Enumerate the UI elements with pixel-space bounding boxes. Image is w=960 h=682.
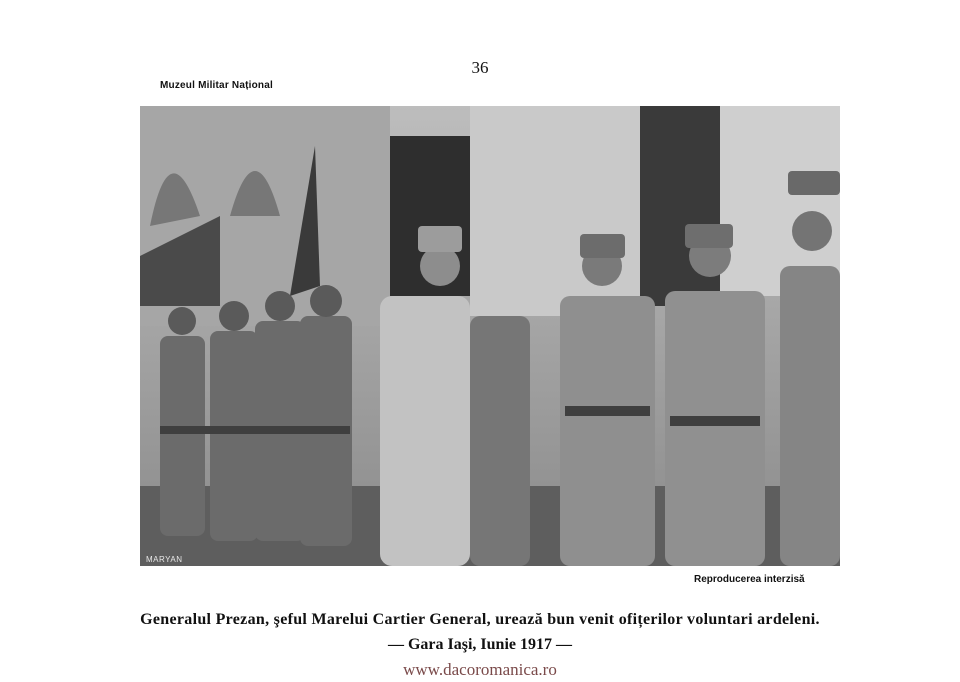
- historical-photo: [140, 106, 840, 566]
- photographer-signature: MARYAN: [146, 555, 183, 564]
- credit-museum: Muzeul Militar Național: [160, 80, 273, 91]
- credit-reproduction: Reproducerea interzisă: [694, 574, 805, 585]
- photo-subcaption: — Gara Iaşi, Iunie 1917 —: [387, 636, 572, 653]
- photo-caption: Generalul Prezan, şeful Marelui Cartier General, urează bun venit ofițerilor voluntari ardeleni.: [140, 611, 820, 628]
- website-footer: www.dacoromanica.ro: [403, 660, 557, 679]
- photo-illustration: [140, 106, 840, 566]
- page-number: 36: [471, 58, 489, 77]
